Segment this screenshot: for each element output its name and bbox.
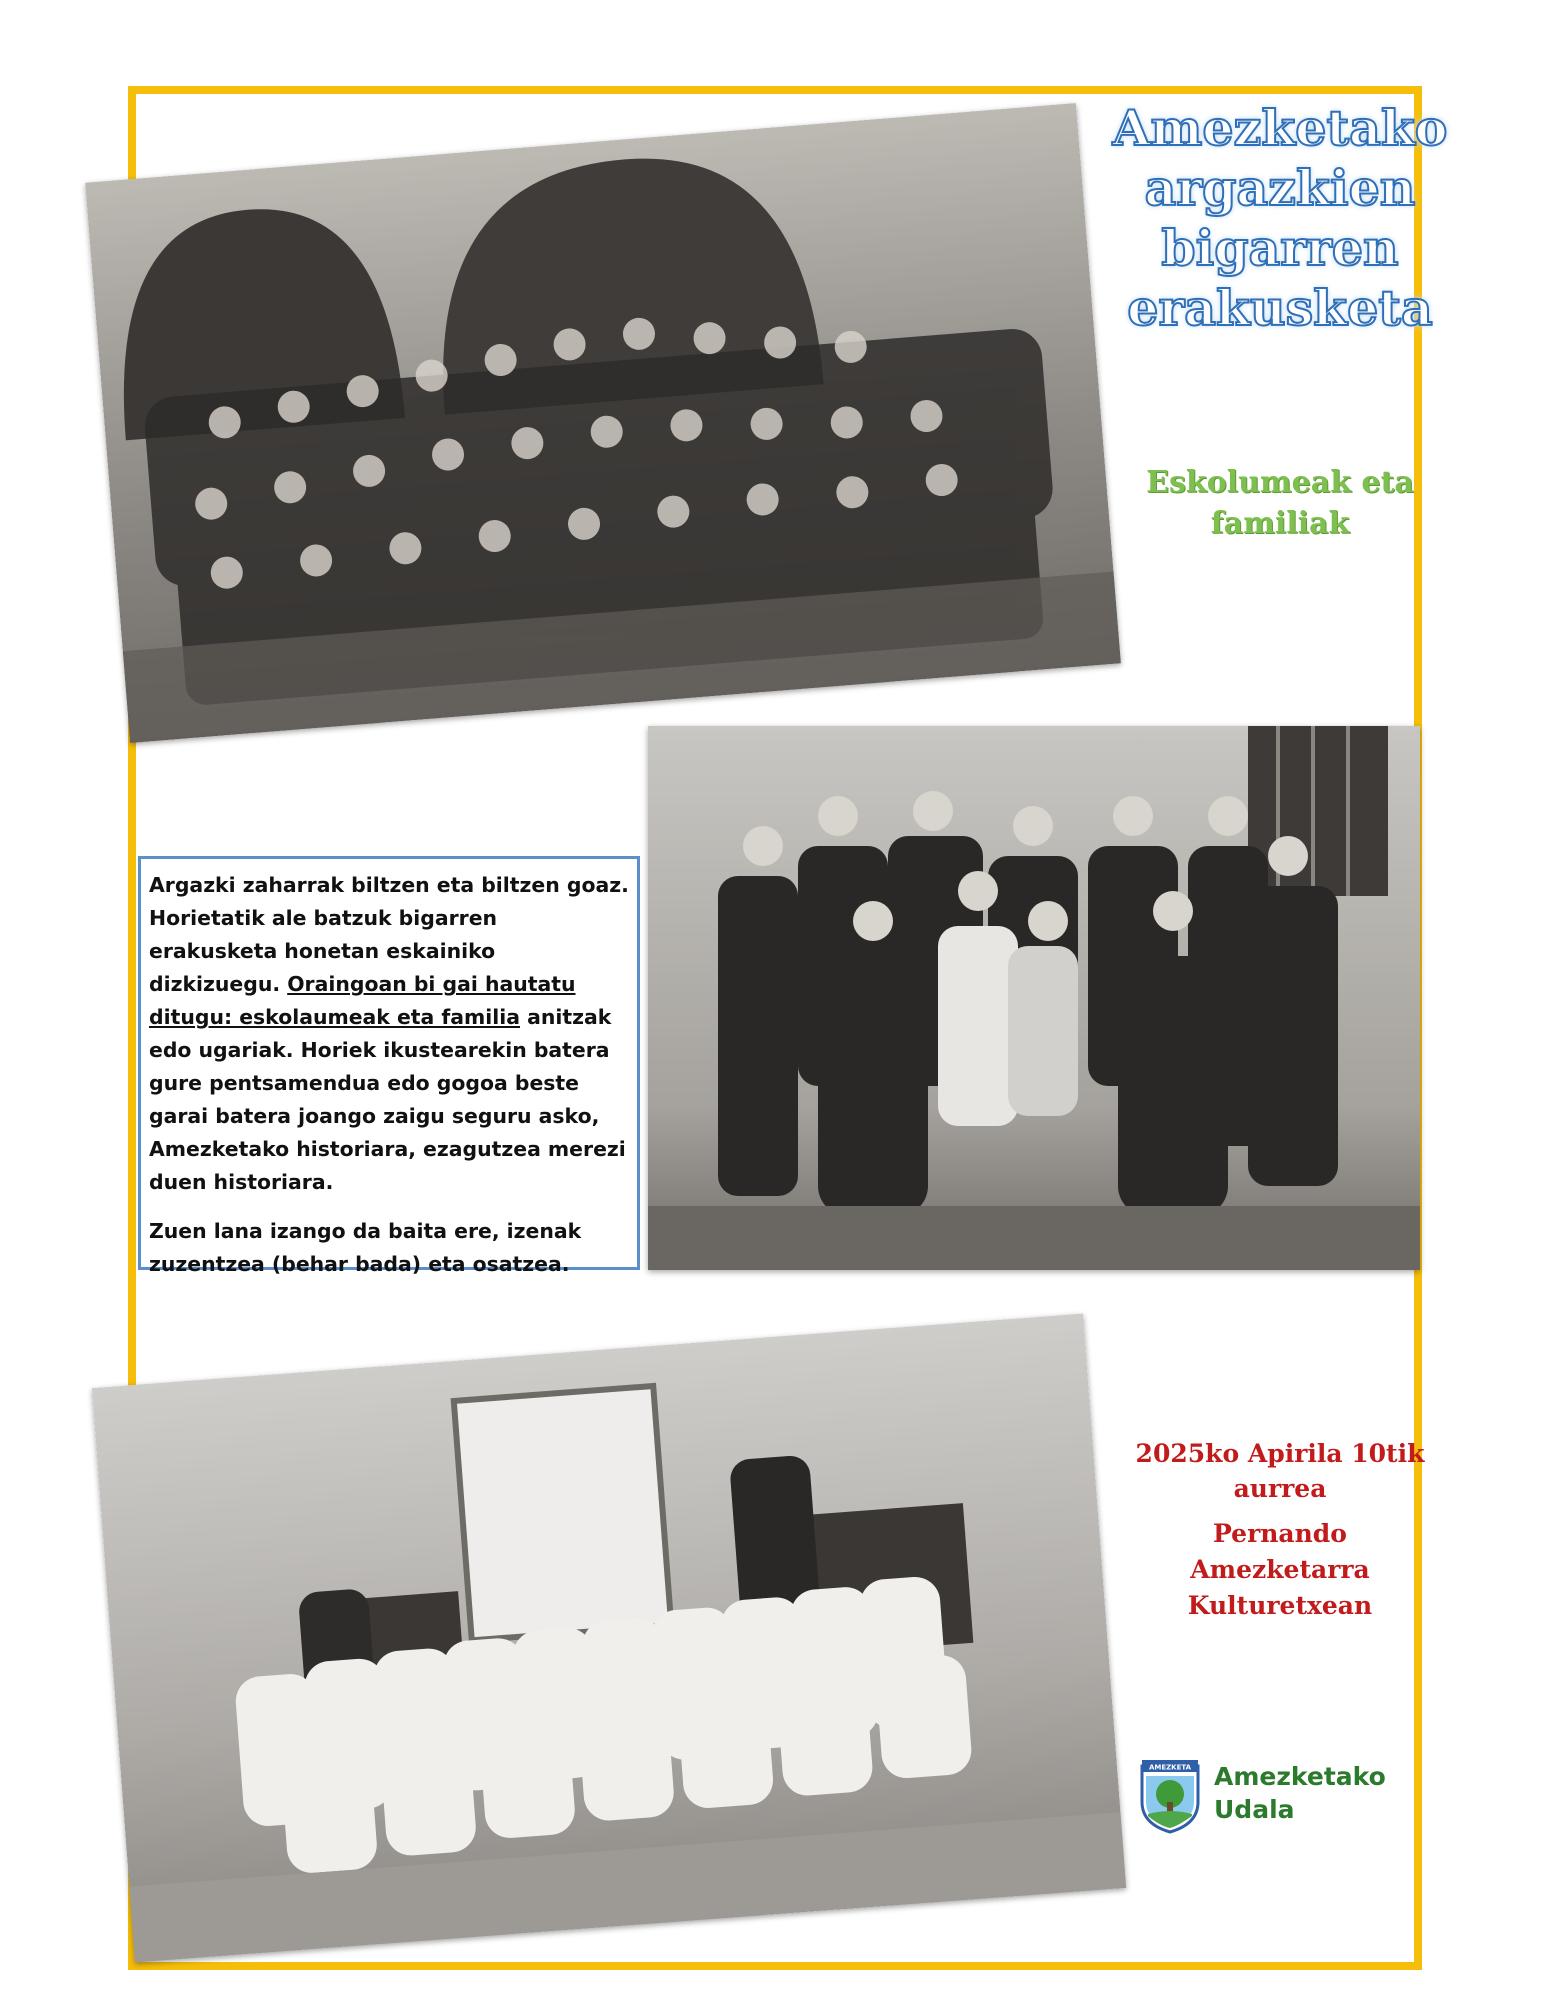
exhibition-title [1100,98,1460,338]
event-date [1122,1436,1438,1506]
intro-p1-start: Argazki zaharrak biltzen eta biltzen goaz. Horietatik ale batzuk bigarren erakusketa honetan eskainiko dizkizuegu. [149,873,629,996]
municipality-name-line-2: Udala [1214,1795,1295,1824]
title-line-3: bigarren [1161,219,1399,277]
municipality-name-line-1: Amezketako [1214,1762,1386,1791]
intro-text-box [138,856,640,1276]
event-venue [1120,1516,1440,1624]
photo-family-portrait [648,726,1420,1270]
event-date-line-2: aurrea [1233,1474,1327,1503]
photo-schoolchildren-arcade [85,103,1121,743]
exhibition-subtitle [1120,462,1440,544]
event-date-line-1: 2025ko Apirila 10tik [1135,1439,1425,1468]
photo-classroom-children [92,1314,1126,1963]
event-venue-line-2: Kulturetxean [1187,1591,1373,1620]
title-line-4: erakusketa [1127,279,1433,337]
municipality-logo [1138,1752,1398,1836]
intro-paragraph-1 [149,869,631,1199]
subtitle-line-1: Eskolumeak eta [1146,465,1414,500]
intro-p1-underlined: Oraingoan bi gai hautatu ditugu: eskolaumeak eta familia [149,972,576,1029]
municipality-name [1214,1760,1386,1826]
event-venue-line-1: Pernando Amezketarra [1190,1519,1370,1584]
intro-p1-end: anitzak edo ugariak. Horiek ikustearekin batera gure pentsamendua edo gogoa beste garai batera joango zaigu seguru asko, Amezketako historiara, ezagutzea merezi duen historiara. [149,1005,626,1194]
title-line-1: Amezketako [1112,99,1448,157]
shield-tree-icon [1138,1756,1202,1834]
title-line-2: argazkien [1144,159,1416,217]
subtitle-line-2: familiak [1210,506,1350,541]
intro-paragraph-2: Zuen lana izango da baita ere, izenak zuzentzea (behar bada) eta osatzea. [149,1219,582,1276]
logo-badge-text: AMEZKETA [1148,1763,1192,1772]
